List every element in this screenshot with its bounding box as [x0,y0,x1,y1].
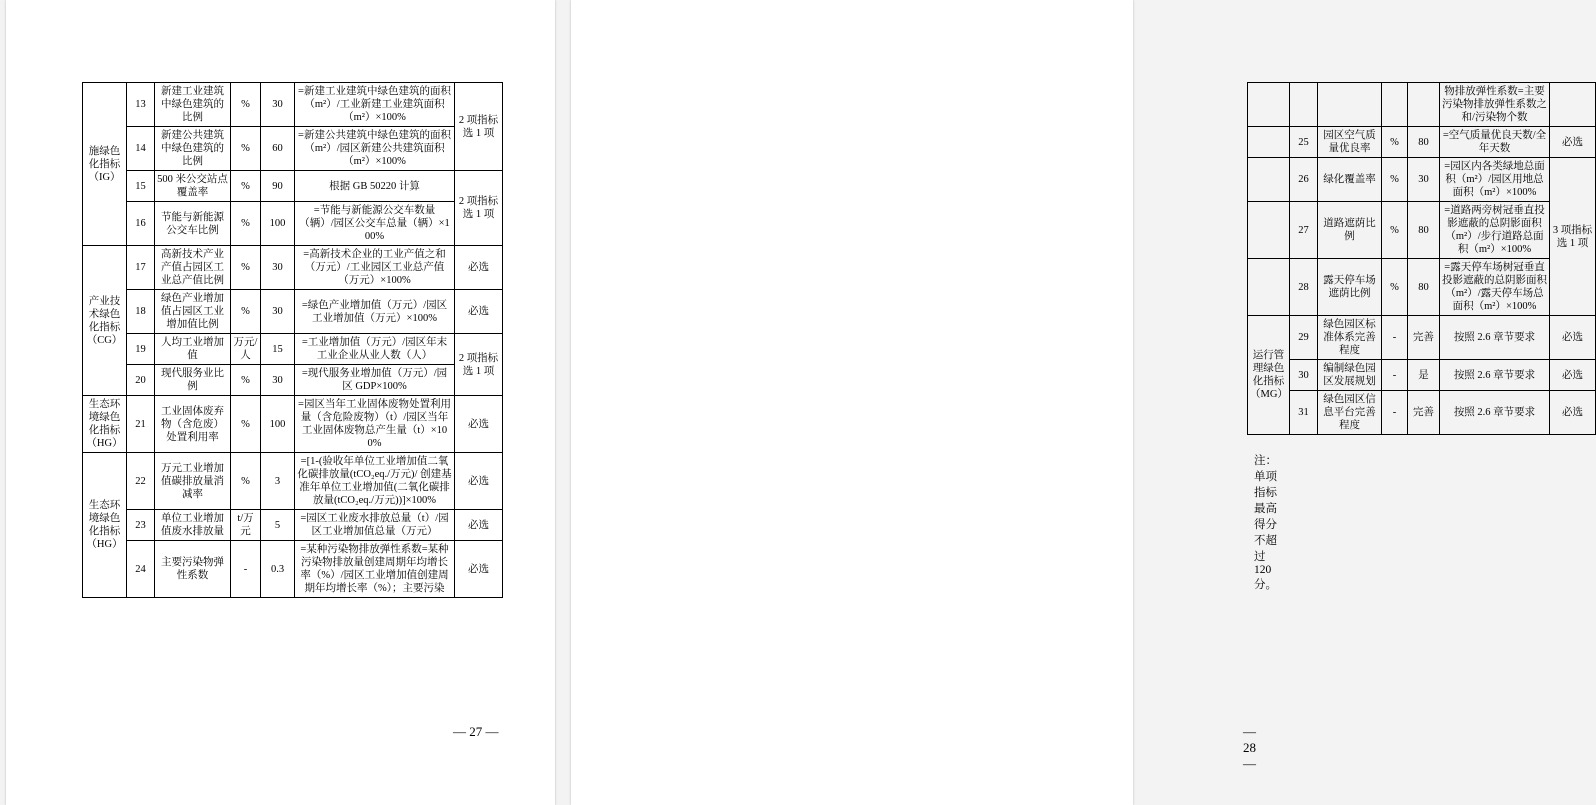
cell-value: 80 [1408,202,1440,259]
cell-indicator: 园区空气质量优良率 [1318,127,1382,158]
table-row [1248,83,1596,127]
cell-unit: % [231,453,261,510]
cell-formula: 按照 2.6 章节要求 [1440,316,1550,360]
cell-value: 完善 [1408,391,1440,435]
cell-value: 30 [1408,158,1440,202]
table-row [1248,158,1596,202]
cell-value: 100 [261,202,295,246]
table-note: 注：单项指标最高得分不超过 120 分。 [1254,455,1277,591]
cell-indicator: 单位工业增加值废水排放量 [155,510,231,541]
table-row [83,290,503,334]
cell-indicator: 人均工业增加值 [155,334,231,365]
cell-value: 30 [261,83,295,127]
cell-value: 90 [261,171,295,202]
cell-value [1408,83,1440,127]
cell-indicator: 主要污染物弹性系数 [155,541,231,598]
cell-indicator: 绿色产业增加值占园区工业增加值比例 [155,290,231,334]
cell-formula: =空气质量优良天数/全年天数 [1440,127,1550,158]
table-row [83,171,503,202]
cell-unit: % [231,171,261,202]
cell-unit [1382,83,1408,127]
cell-indicator: 绿化覆盖率 [1318,158,1382,202]
cell-value: 15 [261,334,295,365]
cell-unit: % [1382,259,1408,316]
cell-indicator: 绿色园区信息平台完善程度 [1318,391,1382,435]
cell-no: 18 [127,290,155,334]
cell-no: 31 [1290,391,1318,435]
cell-unit: - [1382,360,1408,391]
cell-value: 60 [261,127,295,171]
cell-unit: % [1382,202,1408,259]
cell-no: 22 [127,453,155,510]
cell-unit: % [231,396,261,453]
cell-formula: =节能与新能源公交车数量（辆）/园区公交车总量（辆）×100% [295,202,455,246]
cell-formula: =园区工业废水排放总量（t）/园区工业增加值总量（万元） [295,510,455,541]
cell-formula: =现代服务业增加值（万元）/园区 GDP×100% [295,365,455,396]
page-number-right: — 28 — [1243,724,1256,771]
table-row [83,510,503,541]
cell-formula: =绿色产业增加值（万元）/园区工业增加值（万元）×100% [295,290,455,334]
cell-unit: % [231,246,261,290]
page-right [571,0,1593,805]
cell-unit: % [1382,127,1408,158]
cell-unit: - [1382,316,1408,360]
cell-value: 3 [261,453,295,510]
cell-formula: 根据 GB 50220 计算 [295,171,455,202]
indicator-table-right [1247,82,1596,435]
cell-category: 产业技术绿色化指标（CG） [83,246,127,396]
table-row [83,396,503,453]
cell-type: 必选 [455,246,503,290]
cell-type: 必选 [455,510,503,541]
cell-value: 30 [261,365,295,396]
cell-formula: =园区当年工业固体废物处置利用量（含危险废物）（t）/园区当年工业固体废物总产生量（t）×100% [295,396,455,453]
cell-formula: 物排放弹性系数=主要污染物排放弹性系数之和/污染物个数 [1440,83,1550,127]
cell-type: 必选 [455,290,503,334]
table-row [83,83,503,127]
cell-type: 必选 [1550,127,1596,158]
cell-value: 100 [261,396,295,453]
cell-category: 生态环境绿色化指标（HG） [83,396,127,453]
cell-indicator: 新建公共建筑中绿色建筑的比例 [155,127,231,171]
table-row [1248,202,1596,259]
page-number-left: — 27 — [453,724,499,739]
cell-category [1248,127,1290,158]
cell-formula: 按照 2.6 章节要求 [1440,391,1550,435]
cell-formula: =道路两旁树冠垂直投影遮蔽的总阴影面积（m²）/步行道路总面积（m²）×100% [1440,202,1550,259]
page-left [6,0,555,805]
cell-category [1248,259,1290,316]
cell-no: 13 [127,83,155,127]
cell-value: 30 [261,290,295,334]
cell-unit: 万元/人 [231,334,261,365]
cell-value: 0.3 [261,541,295,598]
cell-value: 80 [1408,259,1440,316]
cell-unit: - [1382,391,1408,435]
cell-category: 生态环境绿色化指标（HG） [83,453,127,598]
cell-no: 26 [1290,158,1318,202]
cell-indicator: 工业固体废弃物（含危废）处置利用率 [155,396,231,453]
cell-indicator: 露天停车场遮荫比例 [1318,259,1382,316]
table-row [1248,316,1596,360]
cell-indicator: 高新技术产业产值占园区工业总产值比例 [155,246,231,290]
cell-category [1248,83,1290,127]
cell-indicator: 节能与新能源公交车比例 [155,202,231,246]
cell-unit: % [231,127,261,171]
cell-type: 3 项指标选 1 项 [1550,158,1596,316]
cell-category [1248,202,1290,259]
cell-value: 是 [1408,360,1440,391]
cell-type: 必选 [455,453,503,510]
cell-indicator [1318,83,1382,127]
cell-no: 16 [127,202,155,246]
cell-value: 完善 [1408,316,1440,360]
cell-category [1248,158,1290,202]
cell-formula: =新建公共建筑中绿色建筑的面积（m²）/园区新建公共建筑面积（m²）×100% [295,127,455,171]
cell-indicator: 新建工业建筑中绿色建筑的比例 [155,83,231,127]
cell-no: 17 [127,246,155,290]
table-row [83,127,503,171]
table-row [83,246,503,290]
cell-formula: =工业增加值（万元）/园区年末工业企业从业人数（人） [295,334,455,365]
table-row [83,334,503,365]
cell-no: 28 [1290,259,1318,316]
cell-unit: t/万元 [231,510,261,541]
cell-type: 必选 [1550,391,1596,435]
table-row [83,365,503,396]
cell-type: 2 项指标选 1 项 [455,171,503,246]
cell-type: 必选 [455,396,503,453]
cell-category: 运行管理绿色化指标（MG） [1248,316,1290,435]
table-row [83,541,503,598]
indicator-table-left [82,82,503,598]
cell-no: 30 [1290,360,1318,391]
cell-indicator: 500 米公交站点覆盖率 [155,171,231,202]
table-row [1248,259,1596,316]
cell-unit: % [231,202,261,246]
cell-no: 29 [1290,316,1318,360]
cell-formula: =新建工业建筑中绿色建筑的面积（m²）/工业新建工业建筑面积（m²）×100% [295,83,455,127]
cell-type: 2 项指标选 1 项 [455,83,503,171]
cell-formula: =高新技术企业的工业产值之和（万元）/工业园区工业总产值（万元）×100% [295,246,455,290]
cell-value: 80 [1408,127,1440,158]
cell-no: 27 [1290,202,1318,259]
cell-value: 5 [261,510,295,541]
cell-no: 24 [127,541,155,598]
cell-unit: % [231,365,261,396]
cell-no: 19 [127,334,155,365]
cell-unit: % [231,290,261,334]
cell-formula: 按照 2.6 章节要求 [1440,360,1550,391]
cell-category: 施绿色化指标（IG） [83,83,127,246]
cell-formula: =园区内各类绿地总面积（m²）/园区用地总面积（m²）×100% [1440,158,1550,202]
cell-indicator: 绿色园区标准体系完善程度 [1318,316,1382,360]
cell-no: 21 [127,396,155,453]
cell-no: 23 [127,510,155,541]
cell-unit: % [231,83,261,127]
table-row [1248,360,1596,391]
cell-no [1290,83,1318,127]
cell-type: 2 项指标选 1 项 [455,334,503,396]
cell-indicator: 现代服务业比例 [155,365,231,396]
cell-indicator: 编制绿色园区发展规划 [1318,360,1382,391]
cell-indicator: 道路遮荫比例 [1318,202,1382,259]
cell-formula: =露天停车场树冠垂直投影遮蔽的总阴影面积（m²）/露天停车场总面积（m²）×100% [1440,259,1550,316]
cell-type [1550,83,1596,127]
cell-value: 30 [261,246,295,290]
cell-unit: - [231,541,261,598]
cell-type: 必选 [1550,360,1596,391]
cell-formula: =某种污染物排放弹性系数=某种污染物排放量创建周期年均增长率（%）/园区工业增加值创建周期年均增长率（%）；主要污染 [295,541,455,598]
cell-type: 必选 [1550,316,1596,360]
table-row [1248,127,1596,158]
cell-no: 14 [127,127,155,171]
cell-no: 15 [127,171,155,202]
cell-indicator: 万元工业增加值碳排放量消减率 [155,453,231,510]
table-row [83,453,503,510]
cell-type: 必选 [455,541,503,598]
cell-formula: =[1-(验收年单位工业增加值二氧化碳排放量(tCO₂eq./万元)/ 创建基准年单位工业增加值(二氧化碳排放量(tCO₂eq./万元))]×100% [295,453,455,510]
cell-no: 25 [1290,127,1318,158]
table-row [1248,391,1596,435]
cell-unit: % [1382,158,1408,202]
table-row [83,202,503,246]
cell-no: 20 [127,365,155,396]
